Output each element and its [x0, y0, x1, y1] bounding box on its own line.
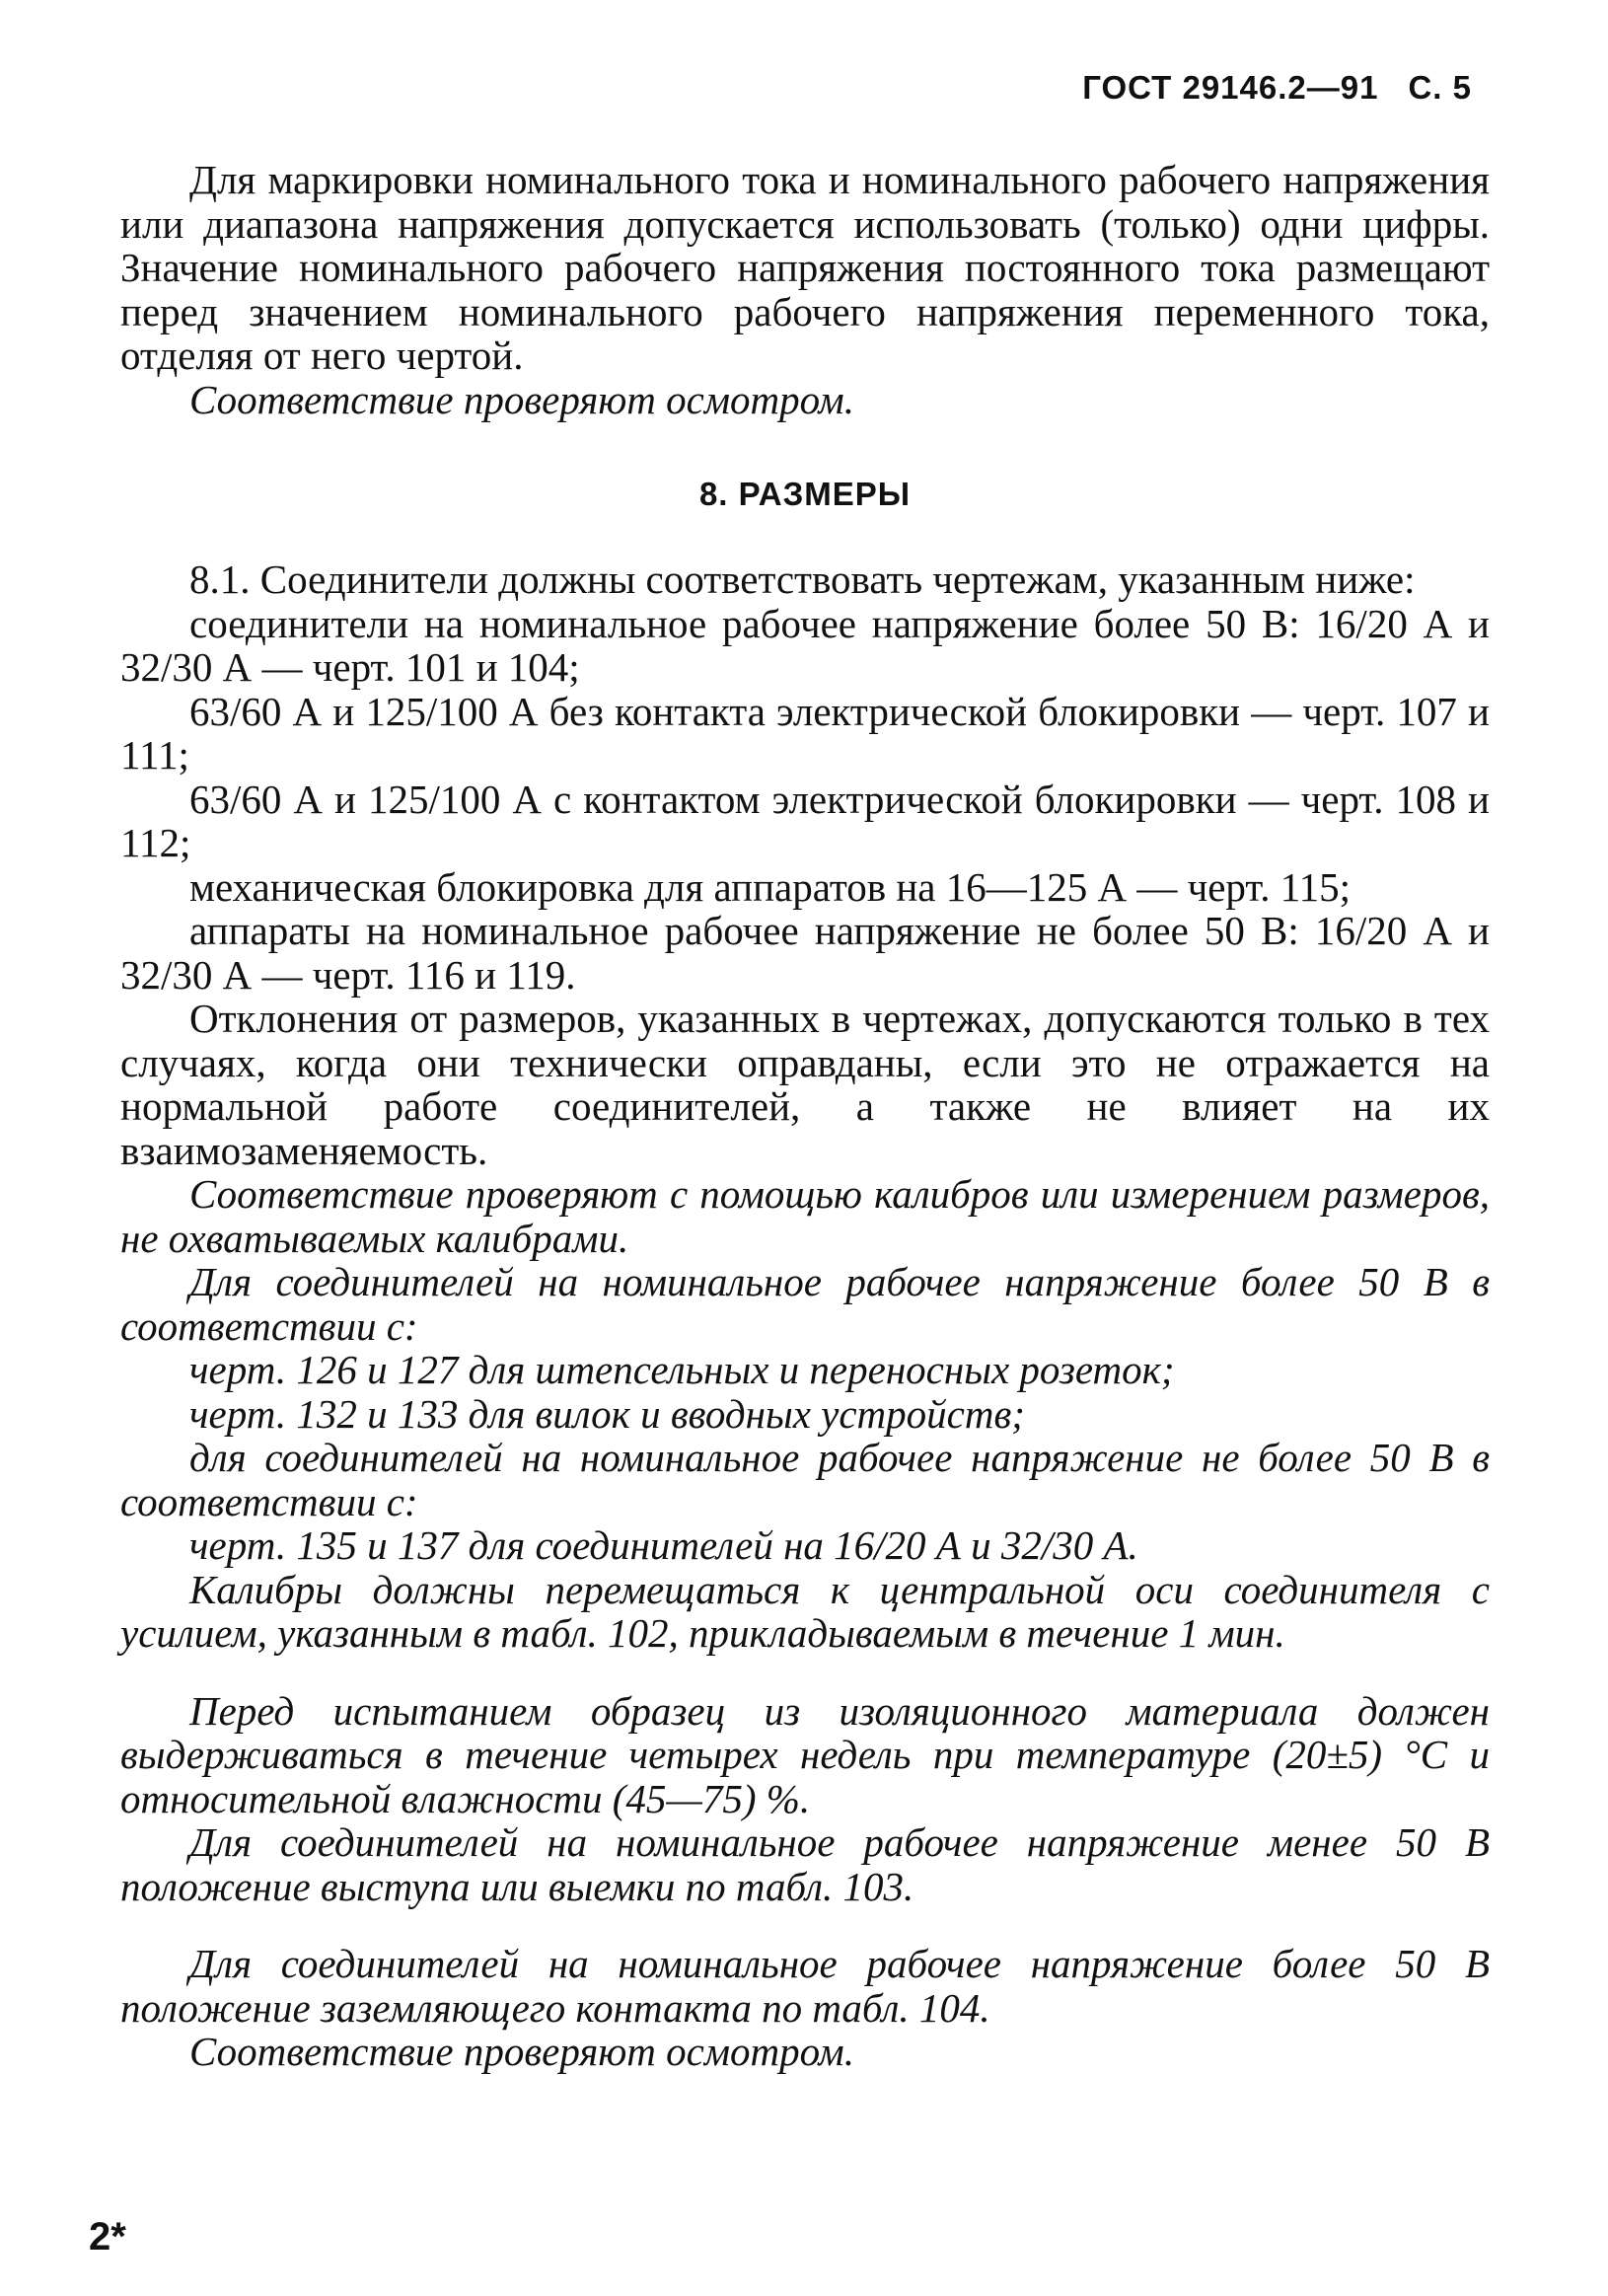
standard-id: ГОСТ 29146.2—91	[1082, 69, 1379, 106]
list-item: 63/60 А и 125/100 А с контактом электрической блокировки — черт. 108 и 112;	[120, 776, 1490, 865]
paragraph-compliance-inspection: Соответствие проверяют осмотром.	[189, 376, 854, 422]
paragraph-compliance-inspection-final: Соответствие проверяют осмотром.	[189, 2029, 854, 2074]
paragraph-deviations: Отклонения от размеров, указанных в чертежах, допускаются только в тех случаях, когда они технически оправданы, если это не отражается на нормальной работе соединителей, а также не влияет на их взаимозаменяемость.	[120, 996, 1490, 1173]
paragraph-marking: Для маркировки номинального тока и номинального рабочего напряжения или диапазона напряжения допускается использовать (только) одни цифры. Значение номинального рабочего напряжения постоянного тока размещают перед значением номинального рабочего напряжения переменного тока, отделяя от него чертой.	[120, 157, 1490, 378]
list-item: механическая блокировка для аппаратов на 16—125 А — черт. 115;	[189, 863, 1352, 910]
paragraph-italic: Перед испытанием образец из изоляционного материала должен выдерживаться в течение четырех недель при температуре (20±5) °С и относительной влажности (45—75) %.	[120, 1687, 1490, 1821]
list-item: 63/60 А и 125/100 А без контакта электрической блокировки — черт. 107 и 111;	[120, 688, 1490, 778]
document-body	[120, 158, 1490, 2074]
page-header	[1082, 69, 1472, 107]
paragraph-italic: черт. 135 и 137 для соединителей на 16/20 А и 32/30 А.	[189, 1522, 1138, 1568]
signature-mark: 2*	[89, 2215, 126, 2259]
paragraph-italic: Соответствие проверяют с помощью калибров или измерением размеров, не охватываемых калибрами.	[120, 1171, 1490, 1261]
paragraph-italic: черт. 126 и 127 для штепсельных и переносных розеток;	[189, 1347, 1175, 1392]
paragraph-italic: Для соединителей на номинальное рабочее напряжение более 50 В в соответствии с:	[120, 1259, 1490, 1349]
section-title: 8. РАЗМЕРЫ	[698, 476, 912, 512]
clause-8-1-intro: 8.1. Соединители должны соответствовать чертежам, указанным ниже:	[189, 556, 1416, 602]
paragraph-italic: Калибры должны перемещаться к центральной оси соединителя с усилием, указанным в табл. 102, прикладываемым в течение 1 мин.	[120, 1566, 1490, 1656]
page-number: С. 5	[1408, 69, 1472, 106]
paragraph-italic: Для соединителей на номинальное рабочее напряжение более 50 В положение заземляющего контакта по табл. 104.	[120, 1941, 1490, 2031]
list-item: соединители на номинальное рабочее напряжение более 50 В: 16/20 А и 32/30 А — черт. 101 и 104;	[120, 600, 1490, 690]
paragraph-italic: черт. 132 и 133 для вилок и вводных устройств;	[189, 1390, 1025, 1437]
paragraph-italic: для соединителей на номинальное рабочее напряжение не более 50 В в соответствии с:	[120, 1435, 1490, 1524]
list-item: аппараты на номинальное рабочее напряжение не более 50 В: 16/20 А и 32/30 А — черт. 116 и 119.	[120, 908, 1490, 998]
paragraph-italic: Для соединителей на номинальное рабочее напряжение менее 50 В положение выступа или выемки по табл. 103.	[120, 1819, 1490, 1909]
